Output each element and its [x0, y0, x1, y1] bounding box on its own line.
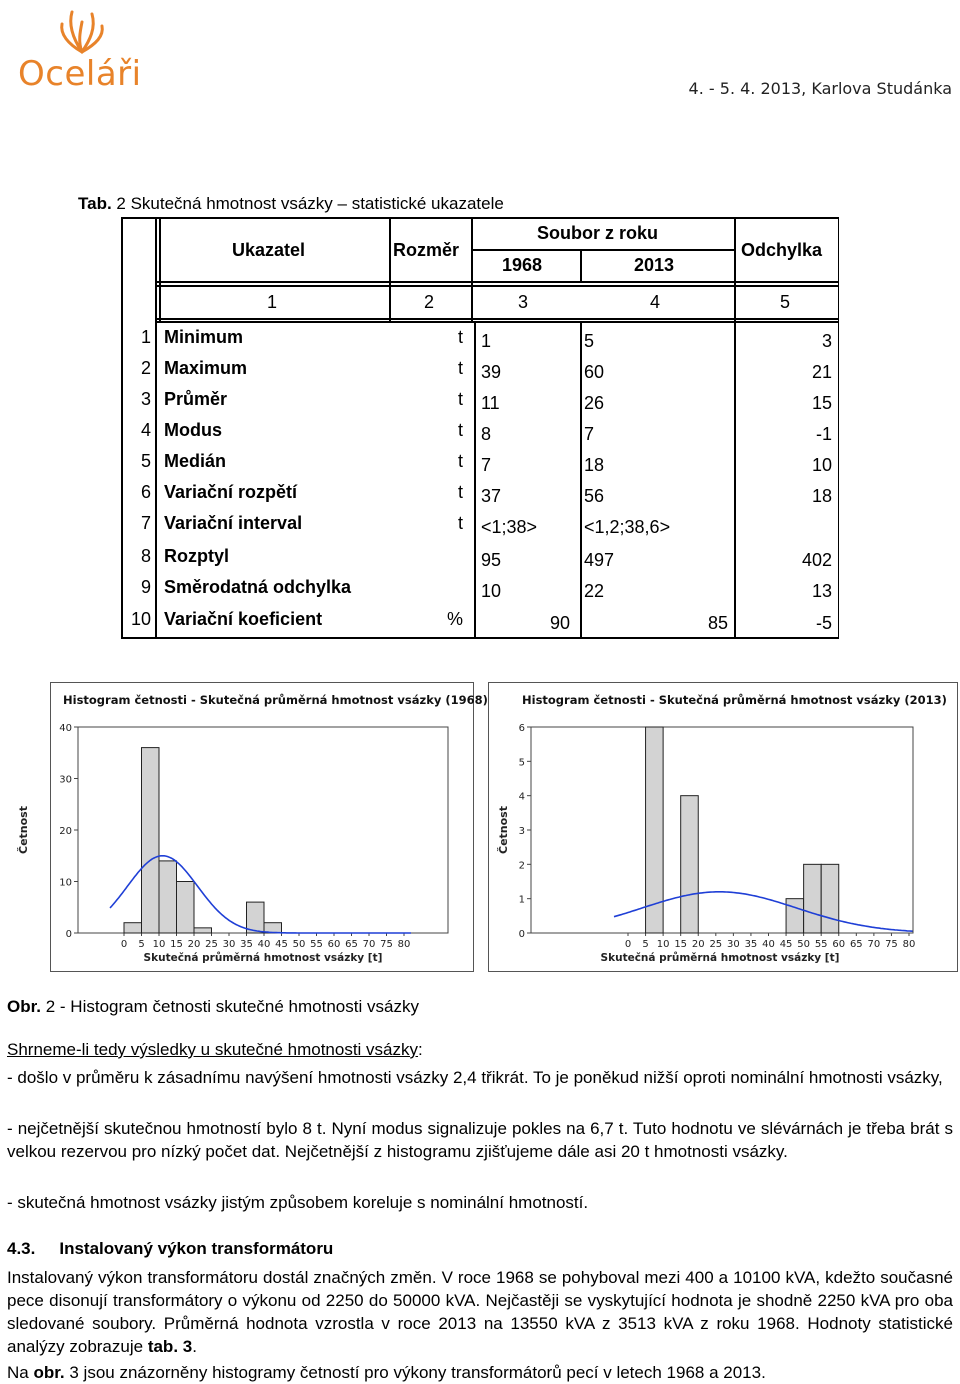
row-unit: t: [458, 513, 464, 533]
y-tick-label: 10: [59, 877, 72, 889]
section-number: 4.3.: [7, 1239, 36, 1258]
row-number: 6: [140, 482, 151, 502]
x-tick-label: 80: [397, 939, 411, 950]
row-odchylka: 18: [811, 486, 832, 506]
x-tick-label: 20: [187, 939, 201, 950]
table-bottom-border: [121, 637, 839, 639]
table-top-border: [121, 217, 839, 219]
x-tick-label: 60: [832, 939, 846, 950]
paragraph-2: - nejčetnější skutečnou hmotností bylo 8 t. Nyní modus signalizuje pokles na 6,7 t. Tuto hodnotu ve slévárnách je třeba brát s velkou rezervou pro nízký počet dat. Nejčetnější z histogramu zjišťujeme dále asi 20 t hmotnosti vsázky.: [7, 1119, 953, 1161]
header-rozmer: Rozměr: [393, 240, 460, 260]
summary-underlined: Shrneme-li tedy výsledky u skutečné hmotnosti vsázky: [7, 1040, 419, 1059]
table-hline: [155, 285, 839, 287]
x-tick-label: 45: [779, 939, 793, 950]
table-vline: [734, 217, 736, 321]
row-odchylka: -5: [815, 613, 832, 633]
x-tick-label: 65: [849, 939, 863, 950]
x-tick-label: 55: [310, 939, 323, 950]
histogram-1968: [17, 682, 488, 972]
table-vline: [580, 321, 582, 637]
row-value-2013: 7: [584, 424, 595, 444]
column-number: 1: [267, 292, 278, 312]
header-odchylka: Odchylka: [741, 240, 823, 260]
histogram-1968-plot: [17, 683, 475, 973]
paragraph-4-ref: tab. 3: [147, 1337, 193, 1356]
paragraph-3: - skutečná hmotnost vsázky jistým způsobem koreluje s nominální hmotností.: [7, 1193, 589, 1212]
x-tick-label: 25: [205, 939, 218, 950]
row-value-1968: 11: [481, 393, 500, 413]
row-number: 7: [140, 513, 151, 533]
row-indicator: Průměr: [164, 389, 228, 409]
table-caption: [78, 194, 504, 214]
row-number: 3: [140, 389, 151, 409]
paragraph-4-end: .: [192, 1337, 197, 1356]
histogram-bar: [124, 923, 142, 933]
column-number: 5: [780, 292, 791, 312]
row-odchylka: 402: [801, 550, 832, 570]
x-tick-label: 0: [624, 939, 632, 950]
x-tick-label: 75: [380, 939, 393, 950]
paragraph-1: - došlo v průměru k zásadnímu navýšení hmotnosti vsázky 2,4 třikrát. To je poněkud nižší oproti nominální hmotnosti vsázky,: [7, 1068, 943, 1087]
row-value-1968: 39: [481, 362, 502, 382]
row-unit: t: [458, 327, 464, 347]
y-tick-label: 0: [518, 929, 525, 940]
y-axis-label: Četnost: [497, 806, 510, 854]
row-number: 4: [140, 420, 151, 440]
summary-colon: :: [418, 1040, 423, 1059]
histogram-bar: [247, 902, 265, 933]
row-value-2013: 18: [584, 455, 605, 475]
histogram-bar: [804, 864, 822, 933]
row-number: 10: [130, 609, 151, 629]
row-odchylka: -1: [815, 424, 832, 444]
row-number: 2: [140, 358, 151, 378]
figure-caption-text: 2 - Histogram četnosti skutečné hmotnosti vsázky: [41, 997, 419, 1016]
x-tick-label: 15: [674, 939, 688, 950]
histogram-bar: [177, 882, 195, 934]
logo-text: Oceláři: [18, 54, 142, 94]
paragraph-4: [7, 1266, 953, 1358]
row-unit: t: [458, 420, 464, 440]
x-axis-label: Skutečná průměrná hmotnost vsázky [t]: [600, 952, 840, 964]
row-value-1968: 7: [481, 455, 492, 475]
row-value-2013: 60: [584, 362, 605, 382]
x-tick-label: 35: [744, 939, 758, 950]
x-tick-label: 40: [257, 939, 271, 950]
x-tick-label: 50: [797, 939, 810, 950]
paragraph-5-text: 3 jsou znázorněny histogramy četností pro výkony transformátorů pecí v letech 1968 a 2013.: [64, 1363, 766, 1382]
y-tick-label: 1: [518, 894, 525, 906]
table-caption-text: 2 Skutečná hmotnost vsázky – statistické ukazatele: [111, 194, 504, 213]
table-header-divider: [471, 249, 734, 251]
row-indicator: Variační rozpětí: [164, 482, 298, 502]
x-tick-label: 70: [867, 939, 881, 950]
row-value-1968: 8: [481, 424, 492, 444]
row-value-1968: 10: [481, 581, 502, 601]
row-value-1968: 37: [481, 486, 502, 506]
header-1968: 1968: [502, 255, 543, 275]
header-date: 4. - 5. 4. 2013, Karlova Studánka: [688, 79, 952, 98]
x-tick-label: 45: [275, 939, 288, 950]
row-indicator: Maximum: [164, 358, 248, 378]
row-unit: t: [458, 358, 464, 378]
row-indicator: Variační interval: [164, 513, 303, 533]
histogram-bar: [821, 864, 839, 933]
y-tick-label: 3: [518, 826, 525, 837]
histogram-2013: [488, 682, 958, 972]
row-odchylka: 3: [821, 331, 832, 351]
row-value-1968: 1: [481, 331, 492, 351]
x-tick-label: 40: [762, 939, 775, 950]
histogram-2013-plot: [489, 683, 959, 973]
row-number: 5: [140, 451, 151, 471]
figure-caption-prefix: Obr.: [7, 997, 42, 1016]
x-tick-label: 30: [222, 939, 236, 950]
plot-area-frame: [531, 727, 913, 933]
column-number: 3: [518, 292, 529, 312]
row-unit: %: [447, 609, 464, 629]
row-indicator: Směrodatná odchylka: [164, 577, 352, 597]
row-value-2013: 5: [584, 331, 595, 351]
table-hline: [155, 281, 839, 283]
row-odchylka: 13: [811, 581, 832, 601]
row-indicator: Rozptyl: [164, 546, 229, 566]
row-value-2013: <1,2;38,6>: [584, 517, 671, 537]
x-tick-label: 10: [152, 939, 166, 950]
row-odchylka: 10: [811, 455, 832, 475]
table-right-border: [838, 217, 840, 637]
row-value-2013: 26: [584, 393, 605, 413]
histogram-bar: [681, 796, 699, 933]
x-axis-label: Skutečná průměrná hmotnost vsázky [t]: [143, 952, 383, 964]
y-tick-label: 5: [518, 757, 525, 769]
y-tick-label: 2: [518, 860, 525, 872]
column-number: 4: [650, 292, 661, 312]
table-vline: [389, 217, 391, 321]
row-unit: t: [458, 389, 464, 409]
row-value-2013: 22: [584, 581, 605, 601]
column-number: 2: [424, 292, 435, 312]
row-value-2013: 85: [707, 613, 728, 633]
header-2013: 2013: [634, 255, 675, 275]
x-tick-label: 25: [709, 939, 723, 950]
table-hline: [155, 318, 839, 320]
x-tick-label: 60: [327, 939, 341, 950]
table-caption-prefix: Tab.: [78, 194, 112, 213]
x-tick-label: 0: [120, 939, 128, 950]
row-number: 8: [140, 546, 151, 566]
row-number: 1: [140, 327, 151, 347]
row-number: 9: [140, 577, 151, 597]
x-tick-label: 15: [170, 939, 183, 950]
row-indicator: Medián: [164, 451, 227, 471]
row-odchylka: 15: [811, 393, 832, 413]
x-tick-label: 65: [345, 939, 358, 950]
table-vline: [155, 217, 157, 637]
header-soubor: Soubor z roku: [537, 223, 658, 243]
histogram-2013-title: Histogram četnosti - Skutečná průměrná hmotnost vsázky (2013): [522, 693, 947, 707]
y-tick-label: 6: [518, 723, 525, 734]
oceolari-logo: [8, 4, 158, 94]
x-tick-label: 80: [902, 939, 916, 950]
row-value-1968: 95: [481, 550, 502, 570]
table-vline: [471, 217, 473, 321]
paragraph-4-text: Instalovaný výkon transformátoru dostál značných změn. V roce 1968 se pohyboval mezi 400 a 10100 kVA, kdežto současné pece disonují transformátory o výkonu od 2250 do 50000 kVA. Nejčastěji se vyskytující hodnota je shodně 2250 kVA pro oba sledované soubory. Průměrná hodnota vzrostla v roce 2013 na 13550 kVA z 3513 kVA z roku 1968. Hodnoty statistické analýzy zobrazuje: [7, 1268, 953, 1356]
paragraph-5-ref: obr.: [33, 1363, 65, 1382]
row-indicator: Modus: [164, 420, 222, 440]
row-value-1968: 90: [549, 613, 570, 633]
y-tick-label: 20: [59, 826, 72, 837]
histogram-bar: [159, 861, 177, 933]
row-value-2013: 497: [584, 550, 615, 570]
x-tick-label: 50: [292, 939, 306, 950]
section-title: Instalovaný výkon transformátoru: [59, 1239, 334, 1258]
summary-heading: [7, 1038, 953, 1061]
histogram-bar: [194, 928, 212, 933]
histogram-bar: [786, 899, 804, 933]
x-tick-label: 20: [691, 939, 705, 950]
paragraph-5-start: Na: [7, 1363, 34, 1382]
table-hline: [155, 321, 839, 323]
row-unit: t: [458, 482, 464, 502]
x-tick-label: 75: [885, 939, 898, 950]
x-tick-label: 5: [642, 939, 649, 950]
row-indicator: Variační koeficient: [164, 609, 323, 629]
paragraph-5: [7, 1361, 953, 1384]
row-indicator: Minimum: [164, 327, 243, 347]
table-vline: [159, 217, 161, 321]
row-value-2013: 56: [584, 486, 605, 506]
row-value-1968: <1;38>: [481, 517, 538, 537]
x-tick-label: 30: [727, 939, 740, 950]
x-tick-label: 70: [362, 939, 376, 950]
x-tick-label: 10: [656, 939, 670, 950]
section-heading: [7, 1237, 953, 1260]
x-tick-label: 5: [138, 939, 145, 950]
row-odchylka: 21: [811, 362, 832, 382]
histogram-1968-title: Histogram četnosti - Skutečná průměrná hmotnost vsázky (1968): [63, 693, 488, 707]
y-tick-label: 40: [59, 723, 72, 734]
header-ukazatel: Ukazatel: [232, 240, 306, 260]
histogram-bar: [142, 748, 160, 933]
table-vline: [580, 249, 582, 281]
y-tick-label: 4: [518, 791, 525, 803]
figure-caption: [7, 995, 953, 1018]
y-tick-label: 0: [65, 929, 72, 940]
y-tick-label: 30: [59, 774, 72, 786]
x-tick-label: 35: [240, 939, 253, 950]
row-unit: t: [458, 451, 464, 471]
table-vline: [474, 321, 476, 637]
y-axis-label: Četnost: [17, 806, 30, 854]
x-tick-label: 55: [814, 939, 828, 950]
